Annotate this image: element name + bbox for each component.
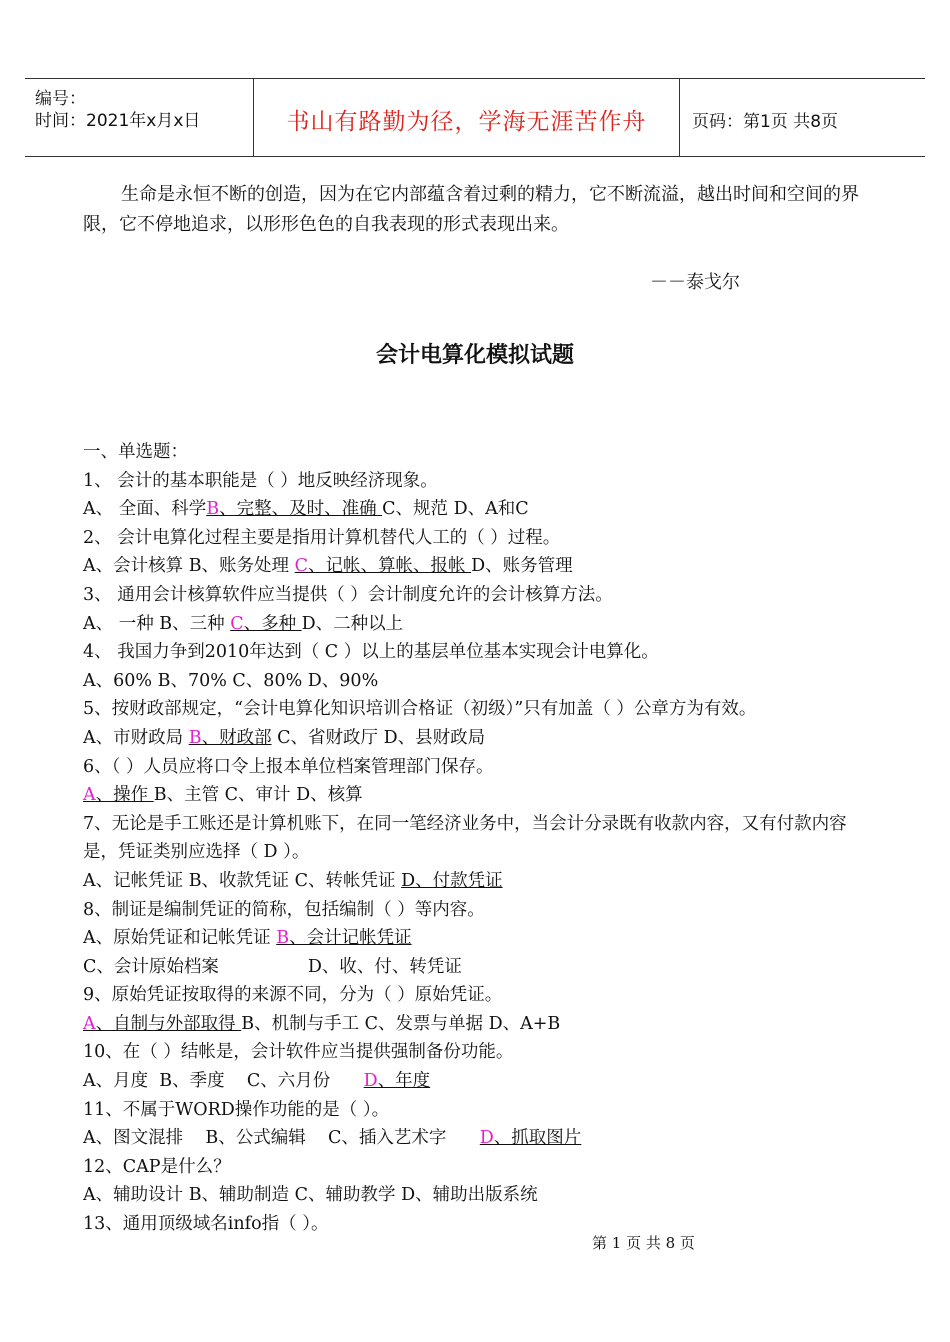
answer-letter: C xyxy=(294,556,309,577)
answer-text: 、操作 xyxy=(95,785,154,806)
answer-letter: D xyxy=(363,1071,378,1092)
answer-letter: B xyxy=(188,727,202,748)
option-text: A、 全面、科学 xyxy=(83,499,207,520)
option-text: A、记帐凭证 B、收款凭证 C、转帐凭证 xyxy=(83,870,402,891)
answer-letter: B xyxy=(276,928,290,949)
option-text: A、会计核算 B、账务处理 xyxy=(83,556,295,577)
answer-mark xyxy=(230,614,301,634)
options-9 xyxy=(83,1010,873,1039)
question-2: 2、 会计电算化过程主要是指用计算机替代人工的（ ）过程。 xyxy=(83,527,561,548)
answer-text: 、多种 xyxy=(243,613,302,634)
answer-text: 、财政部 xyxy=(201,727,272,748)
page-footer: 第 1 页 共 8 页 xyxy=(592,1234,695,1252)
quote-text: 生命是永恒不断的创造，因为在它内部蕴含着过剩的精力，它不断流溢，越出时间和空间的界限，它不停地追求，以形形色色的自我表现的形式表现出来。 xyxy=(83,184,859,235)
options-5 xyxy=(83,724,873,753)
question-10: 10、在（ ）结帐是，会计软件应当提供强制备份功能。 xyxy=(83,1042,514,1063)
question-list xyxy=(83,438,873,1239)
question-4: 4、 我国力争到2010年达到（ C ）以上的基层单位基本实现会计电算化。 xyxy=(83,642,659,663)
question-1: 1、 会计的基本职能是（ ）地反映经济现象。 xyxy=(83,470,438,491)
option-text: D、二种以上 xyxy=(301,613,404,634)
options-8 xyxy=(83,924,873,953)
answer-text: 、年度 xyxy=(377,1071,431,1092)
answer-text: 、完整、及时、准确 xyxy=(219,499,383,520)
option-text: B、机制与手工 C、发票与单据 D、A+B xyxy=(241,1013,561,1034)
option-text: A、原始凭证和记帐凭证 xyxy=(83,928,277,949)
option-text: C、省财政厅 D、县财政局 xyxy=(271,727,486,748)
options-10 xyxy=(83,1067,873,1096)
header-page-cell xyxy=(680,79,925,156)
question-3: 3、 通用会计核算软件应当提供（ ）会计制度允许的会计核算方法。 xyxy=(83,584,613,605)
option-text: A、 一种 B、三种 xyxy=(83,613,231,634)
answer-letter: A xyxy=(83,785,96,806)
section-heading: 一、单选题： xyxy=(83,442,188,462)
options-2 xyxy=(83,552,873,581)
option-text: A、图文混排 B、公式编辑 C、插入艺术字 xyxy=(83,1128,480,1149)
options-1 xyxy=(83,495,873,524)
quote-author: －－泰戈尔 xyxy=(650,272,740,293)
option-text: D、账务管理 xyxy=(471,556,573,577)
motto: 书山有路勤为径，学海无涯苦作舟 xyxy=(286,109,647,135)
answer-letter: D xyxy=(479,1128,494,1149)
answer-text: 、抓取图片 xyxy=(493,1128,582,1149)
answer-mark xyxy=(206,499,382,519)
answer-mark xyxy=(276,928,411,948)
question-5: 5、按财政部规定，“会计电算化知识培训合格证（初级）”只有加盖（ ）公章方为有效。 xyxy=(83,699,757,720)
options-6 xyxy=(83,781,873,810)
question-8: 8、制证是编制凭证的简称，包括编制（ ）等内容。 xyxy=(83,899,485,920)
page-info: 页码：第1页 共8页 xyxy=(692,112,839,132)
answer-text: 、会计记帐凭证 xyxy=(289,928,412,949)
option-text: C、规范 D、A和C xyxy=(382,499,529,520)
answer-text: 、自制与外部取得 xyxy=(95,1013,242,1034)
number-label: 编号： xyxy=(35,89,86,109)
question-6: 6、（ ）人员应将口令上报本单位档案管理部门保存。 xyxy=(83,756,494,777)
options-8-continued: C、会计原始档案 D、收、付、转凭证 xyxy=(83,956,462,977)
question-12: 12、CAP是什么？ xyxy=(83,1156,231,1177)
options-12: A、辅助设计 B、辅助制造 C、辅助教学 D、辅助出版系统 xyxy=(83,1185,538,1206)
answer-letter: C xyxy=(230,613,244,634)
option-text: A、市财政局 xyxy=(83,727,189,748)
question-7: 7、无论是手工账还是计算机账下，在同一笔经济业务中，当会计分录既有收款内容，又有付款内容是，凭证类别应选择（ D ）。 xyxy=(83,813,847,863)
answer-mark xyxy=(83,785,154,805)
option-text: A、月度 B、季度 C、六月份 xyxy=(83,1071,364,1092)
answer-mark xyxy=(83,1014,241,1034)
page-header xyxy=(25,78,925,157)
question-9: 9、原始凭证按取得的来源不同，分为（ ）原始凭证。 xyxy=(83,985,503,1006)
document-title: 会计电算化模拟试题 xyxy=(375,343,574,368)
options-11 xyxy=(83,1124,873,1153)
header-meta-cell xyxy=(25,79,254,156)
answer-mark xyxy=(295,556,471,576)
time-label: 时间：2021年x月x日 xyxy=(35,111,201,131)
header-motto-cell xyxy=(254,79,680,156)
answer-text: D、付款凭证 xyxy=(401,870,503,891)
answer-mark xyxy=(189,728,272,748)
question-11: 11、不属于WORD操作功能的是（ ）。 xyxy=(83,1099,390,1120)
options-7 xyxy=(83,867,873,896)
options-4: A、60% B、70% C、80% D、90% xyxy=(83,670,379,691)
answer-mark xyxy=(480,1128,582,1148)
option-text: B、主管 C、审计 D、核算 xyxy=(153,785,363,806)
answer-letter: B xyxy=(206,499,220,520)
question-13: 13、通用顶级域名info指（ ）。 xyxy=(83,1214,329,1235)
answer-text: 、记帐、算帐、报帐 xyxy=(308,556,472,577)
options-3 xyxy=(83,610,873,639)
answer-mark xyxy=(364,1071,431,1091)
answer-letter: A xyxy=(83,1013,96,1034)
